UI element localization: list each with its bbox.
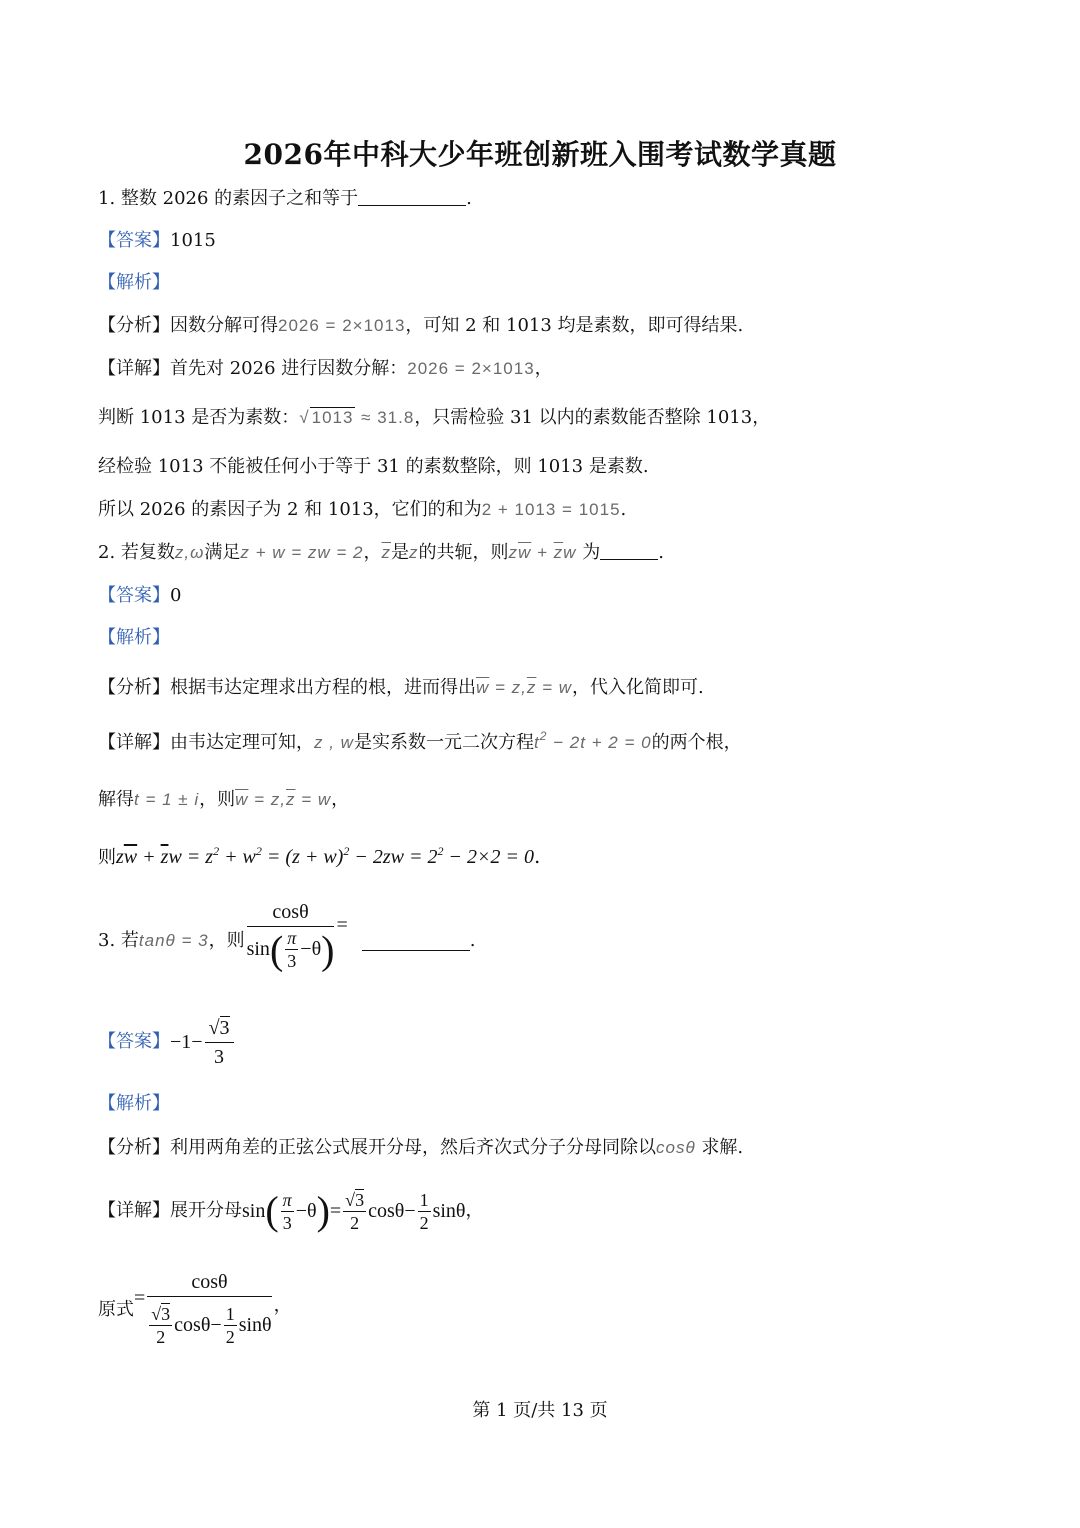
- q2-quadratic: $t^2 - 2t + 2 = 0$: [533, 729, 652, 752]
- q2-detail-line: [98, 731, 742, 755]
- q2-detail-text-3: 的两个根，: [651, 732, 742, 753]
- analysis-tag: 【解析】: [98, 1093, 170, 1114]
- q2-fenxi-zbar: $\overline{z}$: [526, 678, 537, 697]
- q2-condition: z + w = zw = 2: [240, 543, 364, 562]
- q3-orig-numerator: cosθ: [147, 1268, 271, 1297]
- q2-solve-line: [98, 788, 349, 812]
- q3-fenxi-cos: cosθ: [656, 1138, 696, 1157]
- q3-two: 2: [156, 1327, 166, 1348]
- q3-minus-theta: −θ: [300, 937, 322, 960]
- answer-blank: [600, 541, 658, 560]
- q2-text-3: 是: [391, 542, 410, 563]
- q3-answer-denominator: 3: [214, 1045, 225, 1068]
- q1-line4-text: 所以 2026 的素因子为 2 和 1013，它们的和为: [98, 499, 482, 520]
- q3-two: 2: [350, 1212, 360, 1233]
- analysis-tag: 【解析】: [98, 272, 170, 293]
- pi-over-3: [281, 1189, 294, 1234]
- q2-fenxi-text-2: ，代入化简即可.: [572, 677, 704, 698]
- question-1: [98, 187, 472, 211]
- question-1-text: 1. 整数 2026 的素因子之和等于: [98, 188, 359, 209]
- xiangjie-tag: 【详解】: [98, 732, 170, 753]
- q3-two: 2: [419, 1212, 429, 1233]
- q2-final-wbar: $\overline{w}$: [123, 846, 138, 868]
- q3-fenxi-text: 利用两角差的正弦公式展开分母，然后齐次式分子分母同除以: [170, 1137, 656, 1158]
- q3-detail-line: 【详解】 展开分母 sin ( π 3 −θ ) = $\frac{√3}{2}$ cosθ − $\frac{1}{2}$ sinθ ，: [98, 1188, 484, 1233]
- xiangjie-tag: 【详解】: [98, 1200, 170, 1221]
- q3-detail-equals: =: [329, 1200, 342, 1222]
- sqrt3-over-2: $\frac{√3}{2}$: [345, 1189, 365, 1233]
- q2-text-5: 为: [582, 542, 601, 563]
- q1-fenxi-line: [98, 314, 743, 338]
- q2-final-line: [98, 844, 540, 870]
- q3-fenxi-text-2: 求解.: [701, 1137, 744, 1158]
- answer-tag: 【答案】: [98, 230, 170, 251]
- q2-final-mid: + w: [219, 846, 256, 868]
- q2-expr-wbar: $\overline{w}$: [518, 543, 532, 562]
- q3-detail-sin: sin: [242, 1200, 266, 1222]
- sqrt-radicand: 1013: [311, 408, 354, 427]
- q2-expression: [509, 543, 577, 562]
- q1-fenxi-text-2: ，可知 2 和 1013 均是素数，即可得结果.: [405, 315, 744, 336]
- q3-answer-line: [98, 1012, 236, 1072]
- q2-roots: t = 1 ± i: [134, 790, 200, 809]
- q2-expr-w: w: [563, 543, 577, 562]
- q2-solve-eq2: = w: [295, 790, 332, 809]
- q1-approx: ≈ 31.8: [355, 408, 415, 427]
- q2-quad-rest: − 2t + 2 = 0: [547, 733, 652, 752]
- q3-detail-text: 展开分母: [170, 1200, 242, 1221]
- q3-equals: =: [336, 914, 348, 936]
- q1-analysis-line: [98, 271, 170, 295]
- question-3: [98, 896, 476, 986]
- q2-final-end: − 2×2 = 0: [443, 846, 534, 868]
- q3-sin: sinθ: [432, 1200, 466, 1222]
- pi-over-3: [285, 927, 298, 972]
- q2-answer: 0: [170, 585, 182, 606]
- q3-denominator: sin( $\frac{\pi}{3}$ −θ): [246, 926, 335, 972]
- q3-minus: −: [210, 1313, 222, 1336]
- q2-solve-comma: ，: [331, 789, 350, 810]
- q2-final-z: z: [116, 846, 124, 868]
- q3-numerator: cosθ: [247, 898, 335, 927]
- q1-detail-line-3: 经检验 1013 不能被任何小于等于 31 的素数整除，则 1013 是素数.: [98, 456, 649, 477]
- q3-end: .: [469, 930, 476, 951]
- q2-solve-wbar: $\overline{w}$: [235, 790, 249, 809]
- q1-line2-text-2: ，只需检验 31 以内的素数能否整除 1013，: [414, 407, 771, 428]
- q3-answer-prefix: −1−: [170, 1031, 203, 1053]
- q3-sin: sinθ: [238, 1313, 272, 1336]
- q2-fenxi-text: 根据韦达定理求出方程的根，进而得出: [170, 677, 476, 698]
- sqrt-3-radicand: 3: [161, 1304, 171, 1325]
- q3-answer-fraction: [205, 1014, 234, 1071]
- q1-detail-line-4: [98, 498, 626, 522]
- q3-orig-fraction: [147, 1268, 271, 1353]
- q3-comma: ，: [465, 1200, 484, 1221]
- q2-text-4: 的共轭，则: [418, 542, 509, 563]
- fenxi-tag: 【分析】: [98, 677, 170, 698]
- question-1-end: .: [466, 188, 472, 209]
- q3-text-2: ，则: [208, 930, 245, 951]
- q2-solve-math: [235, 790, 331, 809]
- q1-fenxi-math: 2026 = 2×1013: [278, 316, 406, 335]
- q3-three: 3: [287, 951, 297, 972]
- q2-expr-zbar: $\overline{z}$: [553, 543, 564, 562]
- analysis-tag: 【解析】: [98, 627, 170, 648]
- fenxi-tag: 【分析】: [98, 1137, 170, 1158]
- q2-z: z: [409, 543, 419, 562]
- q2-detail-text-2: 是实系数一元二次方程: [353, 732, 534, 753]
- q2-fenxi-eq2: = w: [536, 678, 573, 697]
- q1-fenxi-text: 因数分解可得: [170, 315, 278, 336]
- q2-text-2: 满足: [204, 542, 241, 563]
- q3-one: 1: [225, 1304, 235, 1325]
- sqrt-1013: √ 1013: [299, 408, 354, 427]
- q3-minus: −: [404, 1200, 416, 1222]
- q2-final-text: 则: [98, 847, 116, 868]
- q2-end: .: [658, 542, 664, 563]
- q2-final-zbar: $\overline{z}$: [160, 846, 169, 868]
- sqrt-3-radicand: 3: [355, 1189, 365, 1210]
- answer-blank: [358, 187, 466, 206]
- q3-fraction: [247, 898, 335, 973]
- q2-final-plus: +: [137, 846, 161, 868]
- fenxi-tag: 【分析】: [98, 315, 170, 336]
- q2-expr-z: z: [508, 543, 519, 562]
- q2-final-math: $z\overline{w} + \overline{z}w = z^2 + w^2 = (z + w)^2 - 2zw = 2^2 - 2\times 2 = 0$: [116, 844, 534, 868]
- q1-detail-line-2: [98, 406, 770, 430]
- q1-detail-line: [98, 357, 553, 381]
- q2-solve-text-2: ，则: [199, 789, 236, 810]
- page-footer: 第 1 页/共 13 页: [472, 1400, 608, 1421]
- sqrt-3-radicand: 3: [219, 1016, 230, 1039]
- q2-fenxi-math: [476, 678, 572, 697]
- q2-final-eq2: = (z + w): [261, 846, 344, 868]
- q2-final-tail: − 2zw = 2: [349, 846, 438, 868]
- sqrt3-over-2: $\frac{√3}{2}$: [151, 1304, 171, 1348]
- xiangjie-tag: 【详解】: [98, 358, 170, 379]
- one-over-2: [418, 1189, 431, 1234]
- sqrt-3: √3: [205, 1014, 234, 1043]
- q1-line4-end: .: [620, 499, 627, 520]
- q2-fenxi-line: [98, 676, 704, 700]
- q2-vars: z,ω: [174, 543, 205, 562]
- q2-text: 2. 若复数: [98, 542, 175, 563]
- q3-three: 3: [282, 1212, 292, 1233]
- q3-orig-label: 原式: [98, 1299, 134, 1320]
- answer-tag: 【答案】: [98, 1031, 170, 1052]
- q1-detail-comma: ，: [534, 358, 553, 379]
- q2-comma: ，: [363, 542, 382, 563]
- q2-answer-line: [98, 584, 181, 608]
- q3-orig-line: 原式 = cosθ $\frac{√3}{2}$ cosθ− $\frac{1}{2}$ sinθ ，: [98, 1262, 292, 1358]
- q3-analysis-line: [98, 1092, 170, 1116]
- q2-detail-vars: z , w: [314, 733, 354, 752]
- q3-two: 2: [225, 1327, 235, 1348]
- q2-expr-plus: +: [531, 543, 554, 562]
- one-over-2: [224, 1303, 237, 1348]
- q1-answer: 1015: [170, 230, 216, 251]
- q3-pi: π: [287, 928, 297, 949]
- q2-solve-eq1: = z,: [248, 790, 286, 809]
- q2-fenxi-wbar: $\overline{w}$: [476, 678, 490, 697]
- answer-tag: 【答案】: [98, 585, 170, 606]
- q2-final-dot: .: [533, 844, 541, 868]
- q2-zbar: $\overline{z}$: [381, 543, 392, 562]
- answer-blank: [362, 932, 470, 951]
- q2-final-w: w = z: [168, 846, 214, 868]
- q3-fenxi-line: [98, 1136, 743, 1160]
- q3-orig-denominator: [147, 1297, 271, 1353]
- q3-text: 3. 若: [98, 930, 139, 951]
- q1-detail-text: 首先对 2026 进行因数分解：: [170, 358, 408, 379]
- q3-cos: cosθ: [368, 1200, 405, 1222]
- q1-line2-text: 判断 1013 是否为素数：: [98, 407, 300, 428]
- q2-detail-text: 由韦达定理可知，: [170, 732, 314, 753]
- q2-analysis-line: [98, 626, 170, 650]
- q1-sum-math: 2 + 1013 = 1015: [481, 500, 621, 519]
- q2-solve-zbar: $\overline{z}$: [286, 790, 296, 809]
- q3-orig-equals: =: [134, 1287, 146, 1309]
- q2-fenxi-eq1: = z,: [489, 678, 527, 697]
- page-title: 2026年中科大少年班创新班入围考试数学真题: [243, 138, 837, 171]
- q3-pi: π: [282, 1189, 292, 1210]
- question-2: [98, 541, 664, 565]
- q3-minus-theta: −θ: [295, 1200, 317, 1222]
- q1-detail-math: 2026 = 2×1013: [407, 359, 535, 378]
- q3-tan: tanθ = 3: [138, 931, 209, 950]
- q2-solve-text: 解得: [98, 789, 134, 810]
- q3-cos: cosθ: [174, 1313, 211, 1336]
- q2-quad-t: t: [533, 733, 540, 752]
- q3-den-sin: sin: [246, 937, 270, 960]
- q3-one: 1: [419, 1189, 429, 1210]
- q1-answer-line: [98, 229, 216, 253]
